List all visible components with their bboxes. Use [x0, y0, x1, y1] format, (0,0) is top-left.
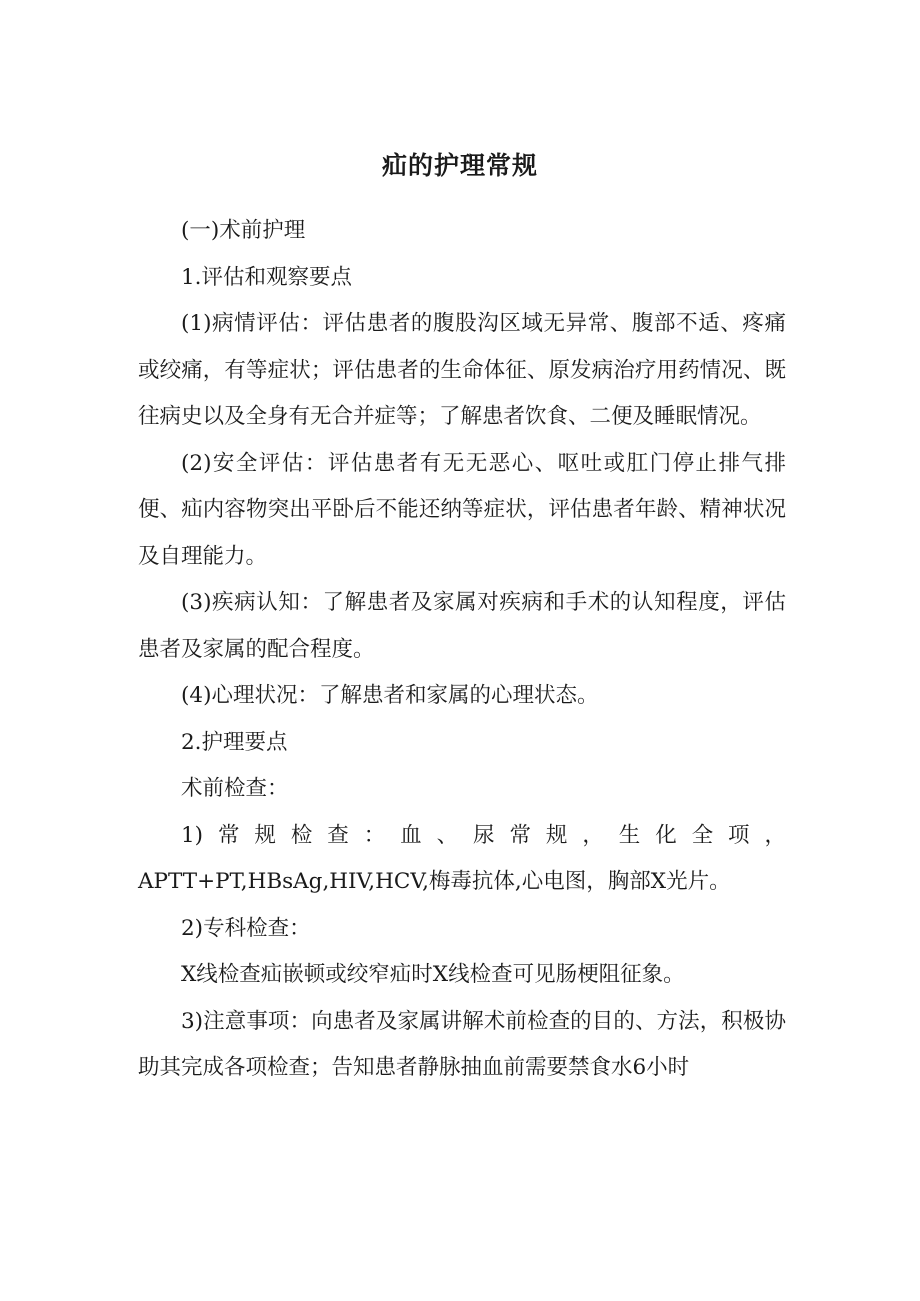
paragraph-xray-exam: X线检查疝嵌顿或绞窄疝时X线检查可见肠梗阻征象。: [181, 962, 685, 987]
paragraph-routine-exams-continued: APTT+PT,HBsAg,HIV,HCV,梅毒抗体,心电图，胸部X光片。: [138, 869, 731, 894]
paragraph-safety-assessment: (2)安全评估：评估患者有无无恶心、呕吐或肛门停止排气排便、疝内容物突出平卧后不能还纳等症状，评估患者年龄、精神状况及自理能力。: [138, 450, 786, 569]
paragraph-condition-assessment: (1)病情评估：评估患者的腹股沟区域无异常、腹部不适、疼痛或绞痛，有等症状；评估患者的生命体征、原发病治疗用药情况、既往病史以及全身有无合并症等；了解患者饮食、二便及睡眠情况。: [138, 311, 786, 429]
paragraph-disease-awareness: (3)疾病认知：了解患者及家属对疾病和手术的认知程度，评估患者及家属的配合程度。: [138, 590, 786, 662]
paragraph-preop-exams-label: 术前检查：: [181, 776, 289, 801]
subsection-heading-assessment: 1.评估和观察要点: [181, 264, 353, 290]
paragraph-specialist-exams-label: 2)专科检查：: [181, 915, 311, 941]
paragraph-precautions: 3)注意事项：向患者及家属讲解术前检查的目的、方法，积极协助其完成各项检查；告知患者静脉抽血前需要禁食水6小时: [138, 1008, 786, 1080]
paragraph-psychological-status: (4)心理状况：了解患者和家属的心理状态。: [181, 683, 599, 708]
document-body: [138, 208, 786, 1092]
subsection-heading-nursing-points: 2.护理要点: [181, 729, 288, 755]
paragraph-routine-exams: 1)常规检查：血、尿常规，生化全项，: [181, 822, 786, 848]
document-title: 疝的护理常规: [381, 151, 538, 180]
section-heading-preop: (一)术前护理: [181, 218, 306, 243]
